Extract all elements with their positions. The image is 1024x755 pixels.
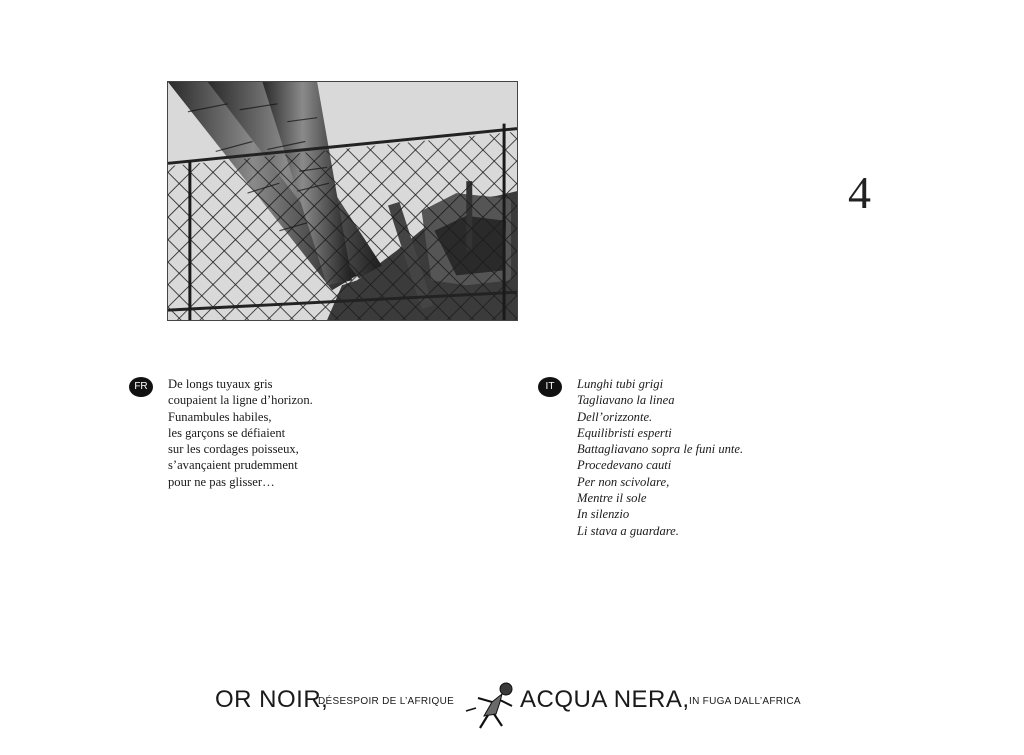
poem-line: Per non scivolare, [577, 474, 670, 489]
poem-line: Dell’orizzonte. [577, 409, 653, 424]
footer-subtitle-fr: DÉSESPOIR DE L’AFRIQUE [318, 696, 455, 707]
footer [0, 678, 1024, 728]
pipes-fence-drawing [168, 82, 517, 320]
poem-line: pour ne pas glisser… [168, 474, 275, 489]
poem-line: Tagliavano la linea [577, 393, 675, 408]
page-number: 4 [848, 167, 871, 218]
poem-line: In silenzio [577, 507, 630, 522]
illustration [167, 81, 518, 321]
poem-line: Lunghi tubi grigi [577, 377, 664, 391]
poem-line: Equilibristi esperti [577, 425, 672, 440]
poem-line: Procedevano cauti [577, 458, 672, 473]
footer-title-fr: OR NOIR, [215, 686, 329, 713]
poem-line: Li stava a guardare. [577, 523, 679, 538]
running-child-icon [462, 678, 520, 730]
poem-line: s’avançaient prudemment [168, 458, 298, 473]
poem-line: De longs tuyaux gris [168, 377, 273, 391]
footer-title-it: ACQUA NERA, [520, 686, 690, 713]
poem-line: sur les cordages poisseux, [168, 442, 299, 457]
poem-line: Mentre il sole [577, 491, 647, 506]
poem-line: Battagliavano sopra le funi unte. [577, 442, 744, 457]
poem-it [577, 376, 743, 539]
lang-badge-it: IT [538, 377, 562, 397]
poem-fr [168, 376, 313, 490]
lang-badge-fr: FR [129, 377, 153, 397]
poem-line: Funambules habiles, [168, 409, 272, 424]
footer-subtitle-it: IN FUGA DALL’AFRICA [689, 696, 801, 707]
poem-line: coupaient la ligne d’horizon. [168, 393, 313, 408]
poem-line: les garçons se défiaient [168, 425, 286, 440]
